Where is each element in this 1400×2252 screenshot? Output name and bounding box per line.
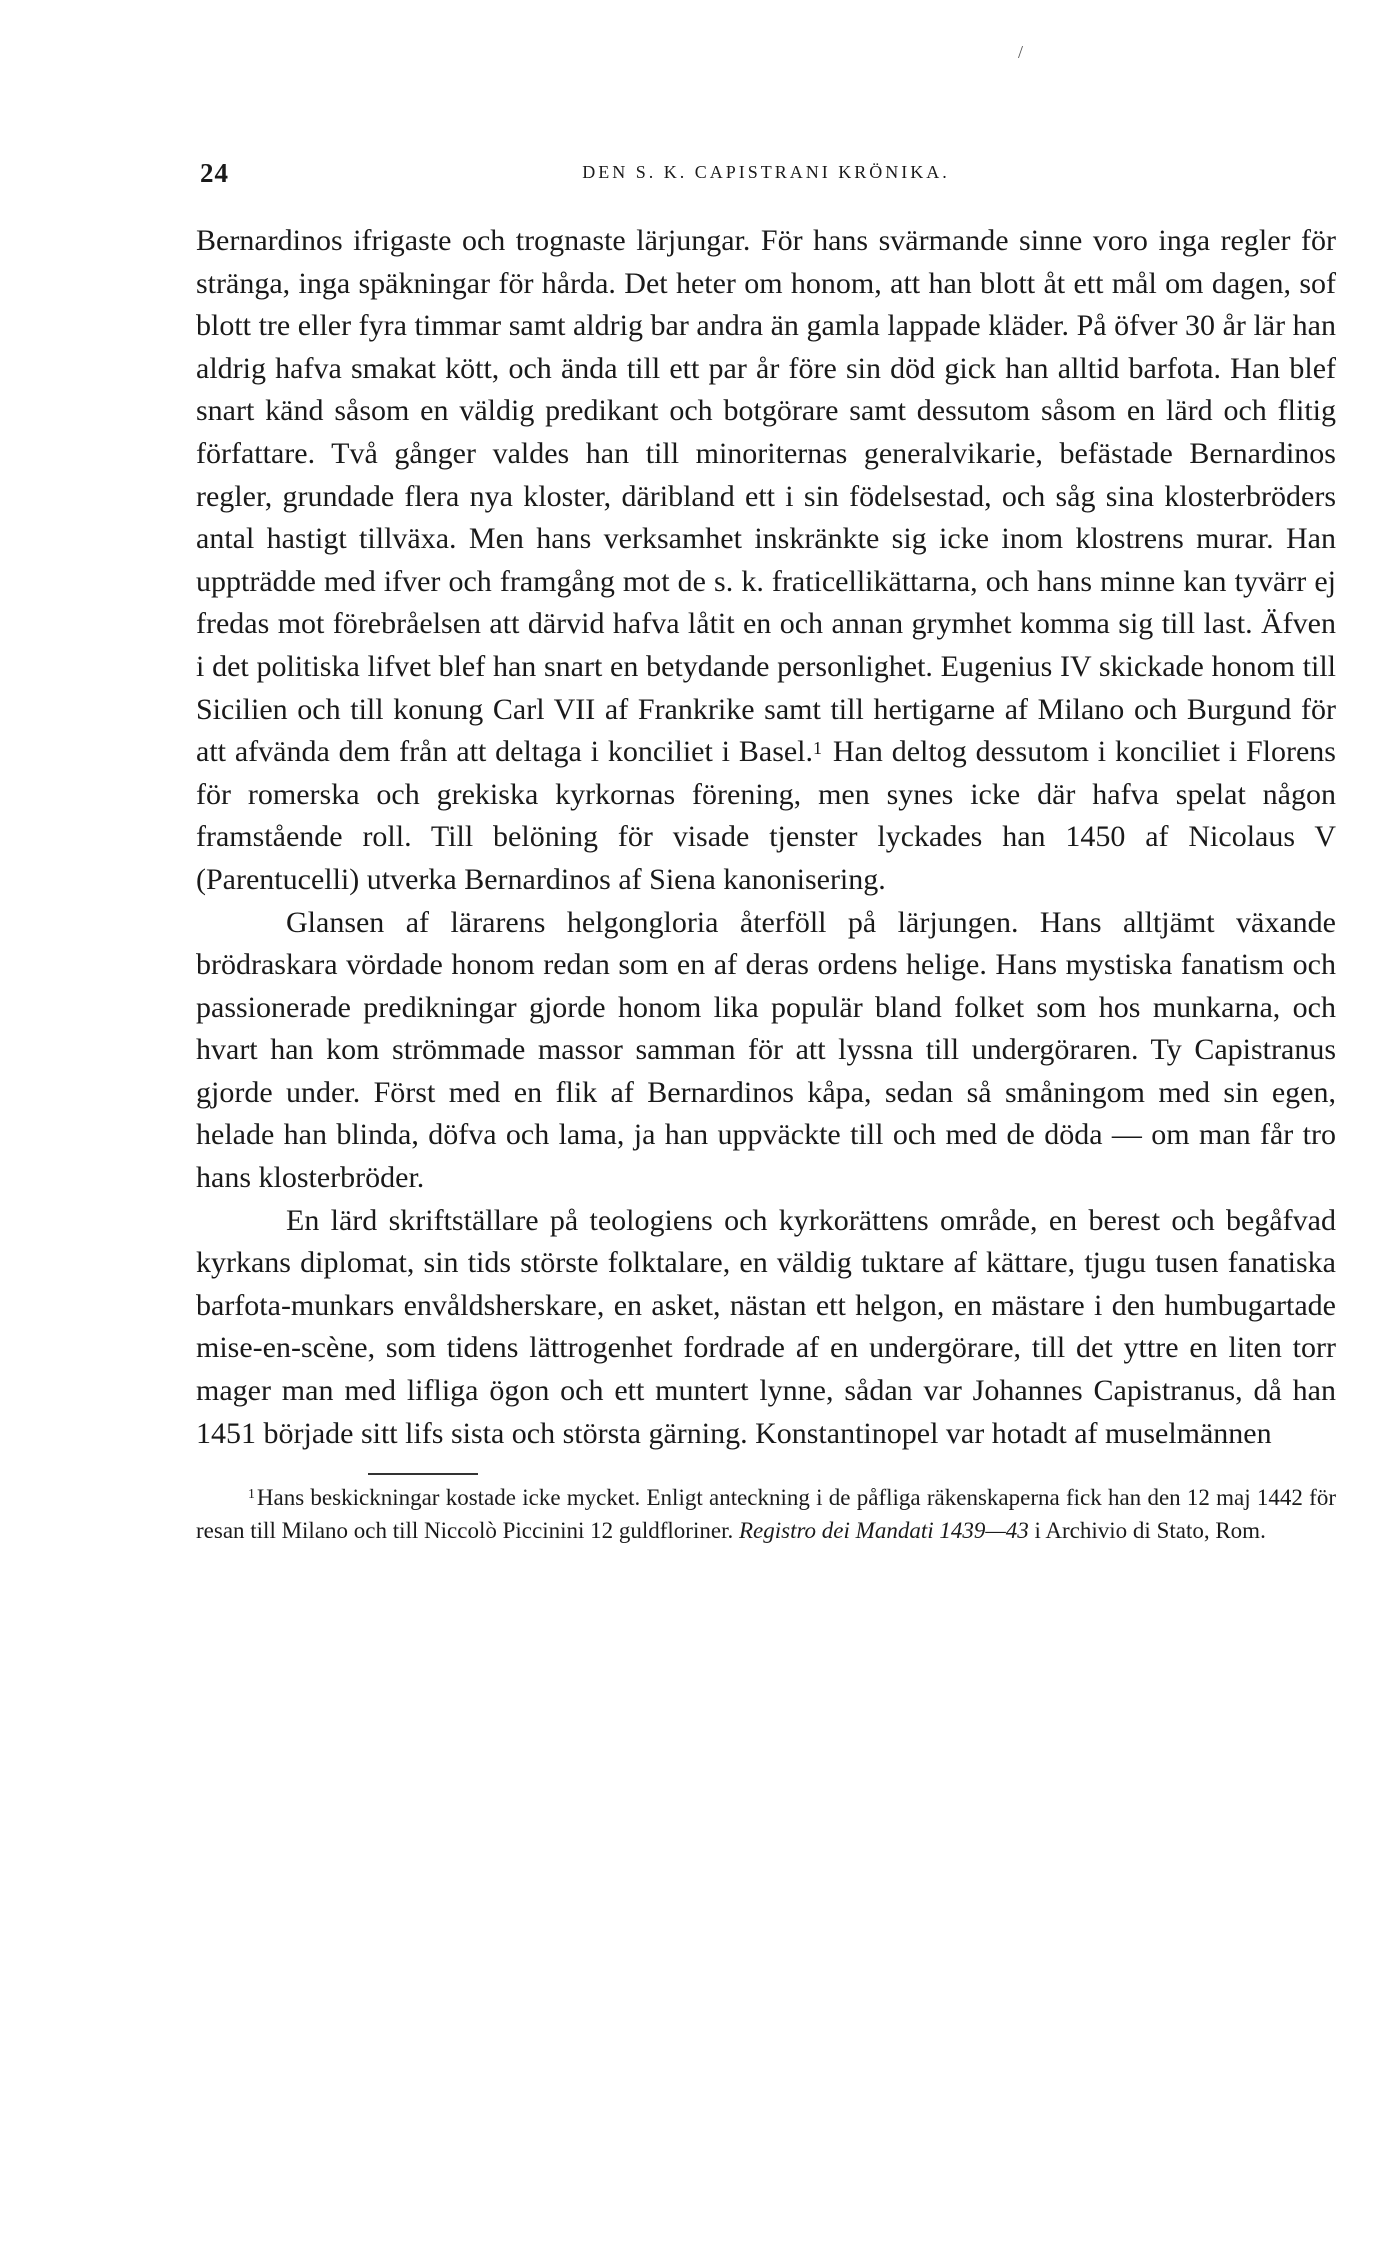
footnote-source-italic: Registro dei Mandati 1439—43 xyxy=(738,1518,1029,1544)
paragraph-1 xyxy=(196,220,1336,902)
book-page xyxy=(196,158,1336,1547)
paragraph-1-text: Bernardinos ifrigaste och trognaste lärjungar. För hans svärmande sinne voro inga regler för stränga, inga späkningar för hårda. Det heter om honom, att han blott åt ett mål om dagen, sof blott tre eller fyra timmar samt aldrig bar andra än gamla lappade kläder. På öfver 30 år lär han aldrig hafva smakat kött, och ända till ett par år före sin död gick han alltid barfota. Han blef snart känd såsom en väldig predikant och botgörare samt dessutom såsom en lärd och flitig författare. Två gånger valdes han till minoriternas generalvikarie, befästade Bernardinos regler, grundade flera nya kloster, däribland ett i sin födelsestad, och såg sina klosterbröders antal hastigt tillväxa. Men hans verksamhet inskränkte sig icke inom klostrens murar. Han uppträdde med ifver och framgång mot de s. k. fraticellikättarna, och hans minne kan tyvärr ej fredas mot förebråelsen att därvid hafva låtit en och annan grymhet komma sig till last. Äfven i det politiska lifvet blef han snart en betydande personlighet. Eugenius IV skickade honom till Sicilien och till konung Carl VII af Frankrike samt till hertigarne af Milano och Burgund för att afvända dem från att deltaga i konciliet i Basel. xyxy=(196,224,1336,769)
paragraph-1-continuation: Han deltog dessutom i konciliet i Florens för romerska och grekiska kyrkornas förening, men synes icke där hafva spelat någon framstående roll. Till belöning för visade tjenster lyckades han 1450 af Nicolaus V (Parentucelli) utverka Bernardinos af Siena kanonisering. xyxy=(196,735,1336,896)
footnote-divider xyxy=(368,1473,478,1475)
body-text xyxy=(196,220,1336,1455)
footnote xyxy=(196,1481,1336,1547)
footnote-text: Hans beskickningar kostade icke mycket. Enligt anteckning i de påfliga räkenskaperna fick han den 12 maj 1442 för resan till Milano och till Niccolò Piccinini 12 guldfloriner. xyxy=(196,1485,1336,1544)
stray-mark: / xyxy=(1018,42,1024,62)
page-number: 24 xyxy=(200,158,229,188)
paragraph-2: Glansen af lärarens helgongloria återföll på lärjungen. Hans alltjämt växande brödraskara vördade honom redan som en af deras ordens helige. Hans mystiska fanatism och passionerade predikningar gjorde honom lika populär bland folket som hos munkarna, och hvart han kom strömmade massor samman för att lyssna till undergöraren. Ty Capistranus gjorde under. Först med en flik af Bernardinos kåpa, sedan så småningom med sin egen, helade han blinda, döfva och lama, ja han uppväckte till och med de döda — om man får tro hans klosterbröder. xyxy=(196,905,1336,1195)
footnote-text-end: i Archivio di Stato, Rom. xyxy=(1028,1518,1266,1544)
paragraph-3: En lärd skriftställare på teologiens och kyrkorättens område, en berest och begåfvad kyrkans diplomat, sin tids störste folktalare, en väldig tuktare af kättare, tjugu tusen fanatiska barfota-munkars envåldsherskare, en asket, nästan ett helgon, en mästare i den humbugartade mise-en-scène, som tidens lättrogenhet fordrade af en undergörare, till det yttre en liten torr mager man med lifliga ögon och ett muntert lynne, sådan var Johannes Capistranus, då han 1451 började sitt lifs sista och största gärning. Konstantinopel var hotadt af muselmännen xyxy=(196,1203,1336,1450)
footnote-reference[interactable]: 1 xyxy=(813,738,823,759)
running-head xyxy=(196,158,1336,198)
running-title: DEN S. K. CAPISTRANI KRÖNIKA. xyxy=(582,162,950,182)
footnote-marker: 1 xyxy=(248,1486,255,1502)
